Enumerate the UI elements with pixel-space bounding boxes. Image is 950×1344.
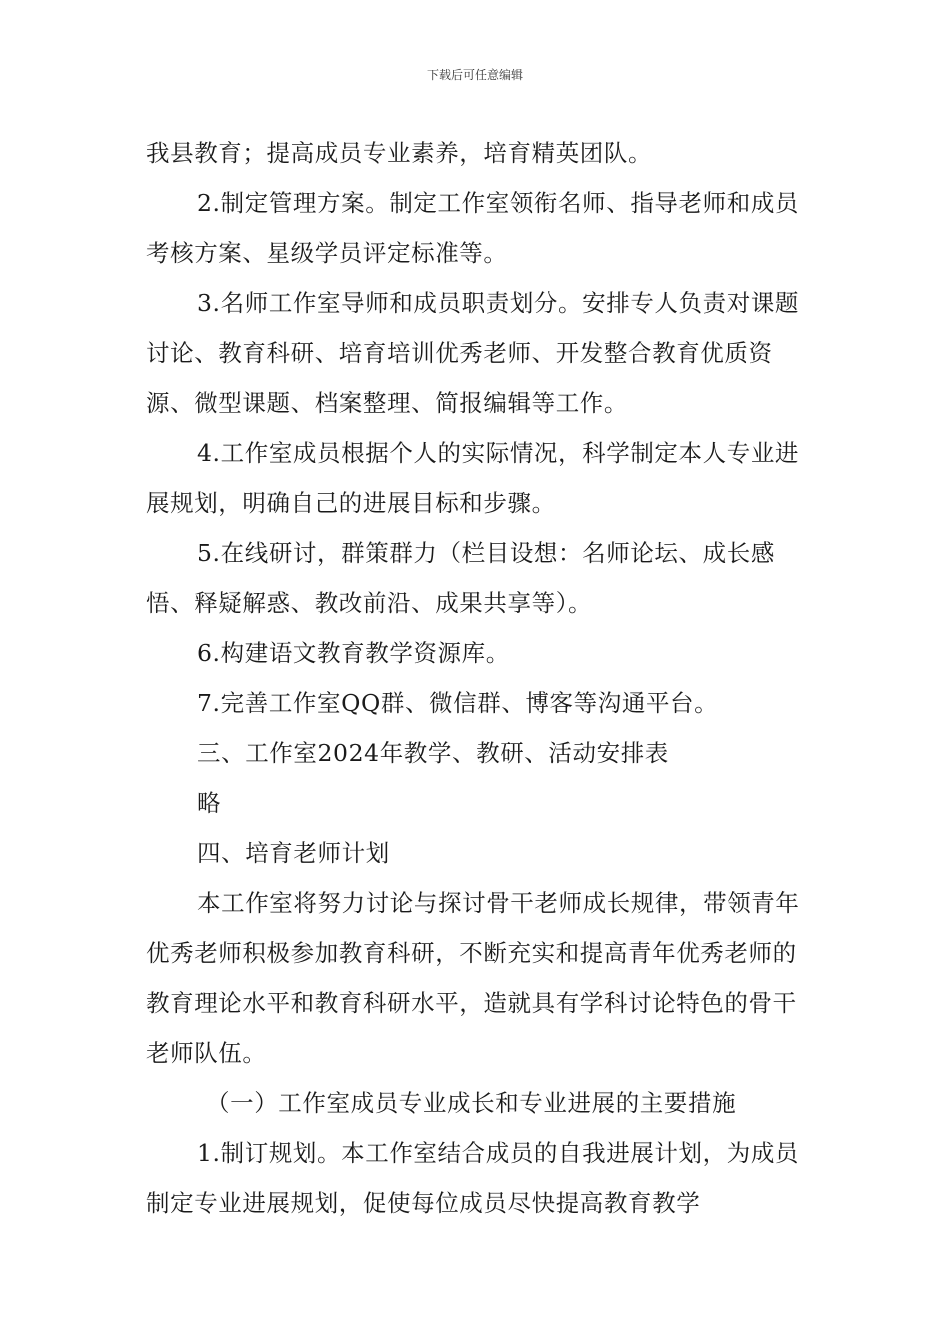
subsection-heading-1: （一）工作室成员专业成长和专业进展的主要措施 (206, 1089, 737, 1117)
paragraph-item-2: 2.制定管理方案。制定工作室领衔名师、指导老师和成员考核方案、星级学员评定标准等。 (146, 189, 800, 267)
section-heading-4: 四、培育老师计划 (197, 839, 390, 867)
section-3-body: 略 (197, 789, 222, 817)
paragraph-item-3: 3.名师工作室导师和成员职责划分。安排专人负责对课题讨论、教育科研、培育培训优秀老师、开发整合教育优质资源、微型课题、档案整理、简报编辑等工作。 (146, 289, 800, 417)
document-body (146, 128, 808, 1228)
paragraph-item-4: 4.工作室成员根据个人的实际情况，科学制定本人专业进展规划，明确自己的进展目标和步骤。 (146, 439, 800, 517)
paragraph-item-6: 6.构建语文教育教学资源库。 (197, 639, 510, 667)
header-note: 下载后可任意编辑 (426, 68, 523, 82)
paragraph-item-7: 7.完善工作室QQ群、微信群、博客等沟通平台。 (197, 689, 719, 717)
paragraph-item-5: 5.在线研讨，群策群力（栏目设想：名师论坛、成长感悟、释疑解惑、教改前沿、成果共享等）。 (146, 539, 775, 617)
section-heading-3: 三、工作室2024年教学、教研、活动安排表 (197, 739, 669, 767)
paragraph-continuation: 我县教育；提高成员专业素养，培育精英团队。 (146, 139, 653, 167)
subsection-1-item-1: 1.制订规划。本工作室结合成员的自我进展计划，为成员制定专业进展规划，促使每位成员尽快提高教育教学 (146, 1139, 800, 1217)
section-4-body: 本工作室将努力讨论与探讨骨干老师成长规律，带领青年优秀老师积极参加教育科研，不断充实和提高青年优秀老师的教育理论水平和教育科研水平，造就具有学科讨论特色的骨干老师队伍。 (146, 889, 800, 1067)
